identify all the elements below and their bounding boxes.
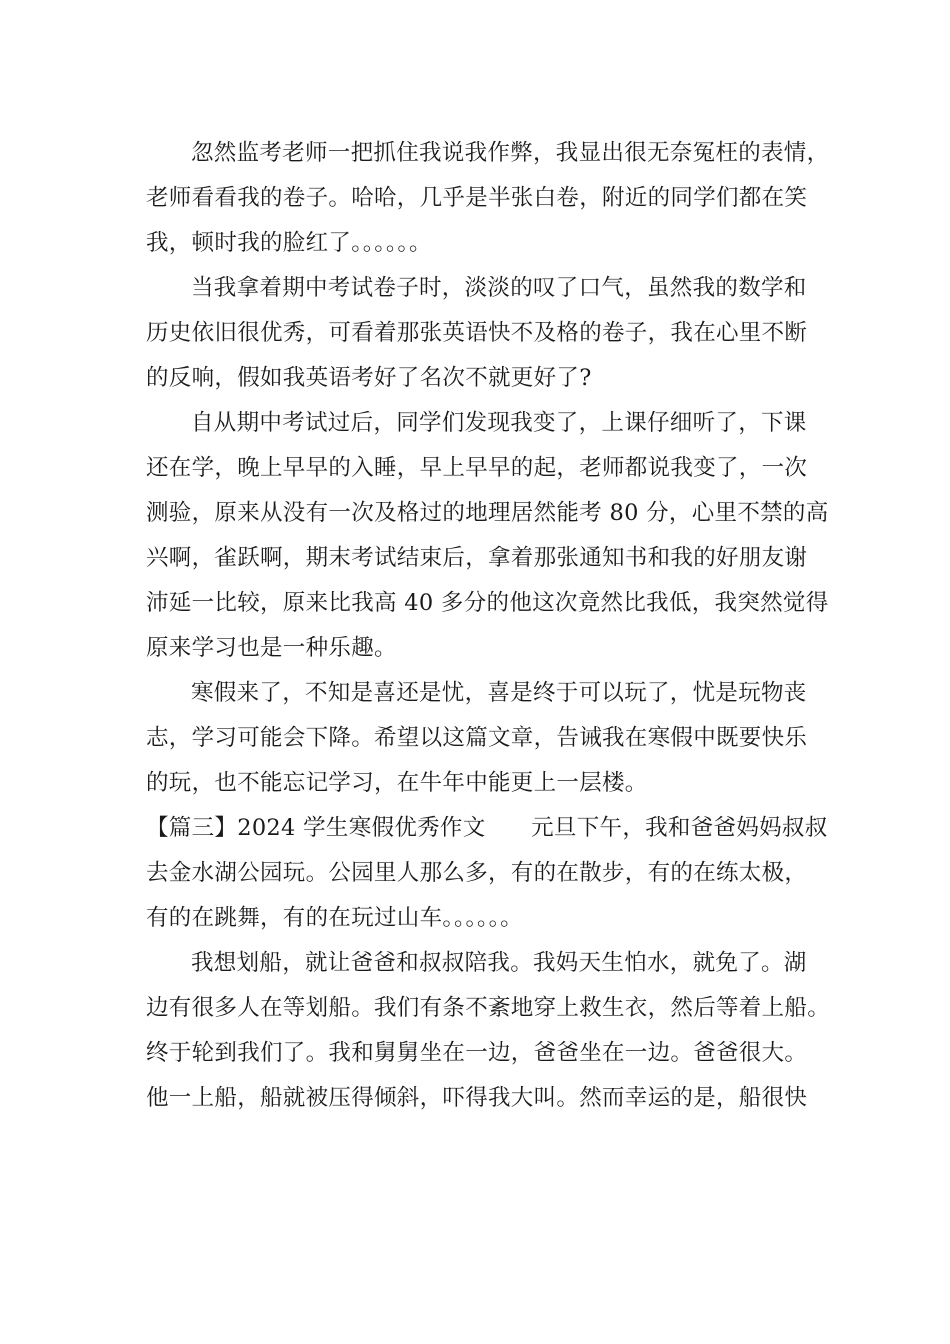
essay-body <box>146 131 831 1121</box>
text-line: 我想划船，就让爸爸和叔叔陪我。我妈天生怕水，就免了。湖 <box>191 950 807 976</box>
text-line: 自从期中考试过后，同学们发现我变了，上课仔细听了，下课 <box>191 410 807 436</box>
text-line: 还在学，晚上早早的入睡，早上早早的起，老师都说我变了，一次 <box>146 455 808 481</box>
text-line: 原来学习也是一种乐趣。 <box>146 635 397 661</box>
text-line: 历史依旧很优秀，可看着那张英语快不及格的卷子，我在心里不断 <box>146 320 808 346</box>
text-line: 寒假来了，不知是喜还是忧，喜是终于可以玩了，忧是玩物丧 <box>191 680 807 706</box>
text-line: 沛延一比较，原来比我高 40 多分的他这次竟然比我低，我突然觉得 <box>146 590 829 616</box>
text-line: 的反响，假如我英语考好了名次不就更好了? <box>146 365 592 391</box>
text-line: 他一上船，船就被压得倾斜，吓得我大叫。然而幸运的是，船很快 <box>146 1085 808 1111</box>
text-line: 边有很多人在等划船。我们有条不紊地穿上救生衣，然后等着上船。 <box>146 995 831 1021</box>
text-line: 去金水湖公园玩。公园里人那么多，有的在散步，有的在练太极， <box>146 860 808 886</box>
text-line: 志，学习可能会下降。希望以这篇文章，告诫我在寒假中既要快乐 <box>146 725 808 751</box>
text-line: 老师看看我的卷子。哈哈，几乎是半张白卷，附近的同学们都在笑 <box>146 185 808 211</box>
text-line: 的玩，也不能忘记学习，在牛年中能更上一层楼。 <box>146 770 648 796</box>
text-line: 有的在跳舞，有的在玩过山车。。。。。。 <box>146 905 523 931</box>
text-line: 忽然监考老师一把抓住我说我作弊，我显出很无奈冤枉的表情， <box>191 140 830 166</box>
section-heading-line: 【篇三】2024 学生寒假优秀作文 元旦下午，我和爸爸妈妈叔叔 <box>146 815 828 841</box>
text-line: 我，顿时我的脸红了。。。。。。 <box>146 230 432 256</box>
text-line: 兴啊，雀跃啊，期末考试结束后，拿着那张通知书和我的好朋友谢 <box>146 545 808 571</box>
text-line: 测验，原来从没有一次及格过的地理居然能考 80 分，心里不禁的高 <box>146 500 829 526</box>
text-line: 当我拿着期中考试卷子时，淡淡的叹了口气，虽然我的数学和 <box>191 275 807 301</box>
text-line: 终于轮到我们了。我和舅舅坐在一边，爸爸坐在一边。爸爸很大。 <box>146 1040 808 1066</box>
